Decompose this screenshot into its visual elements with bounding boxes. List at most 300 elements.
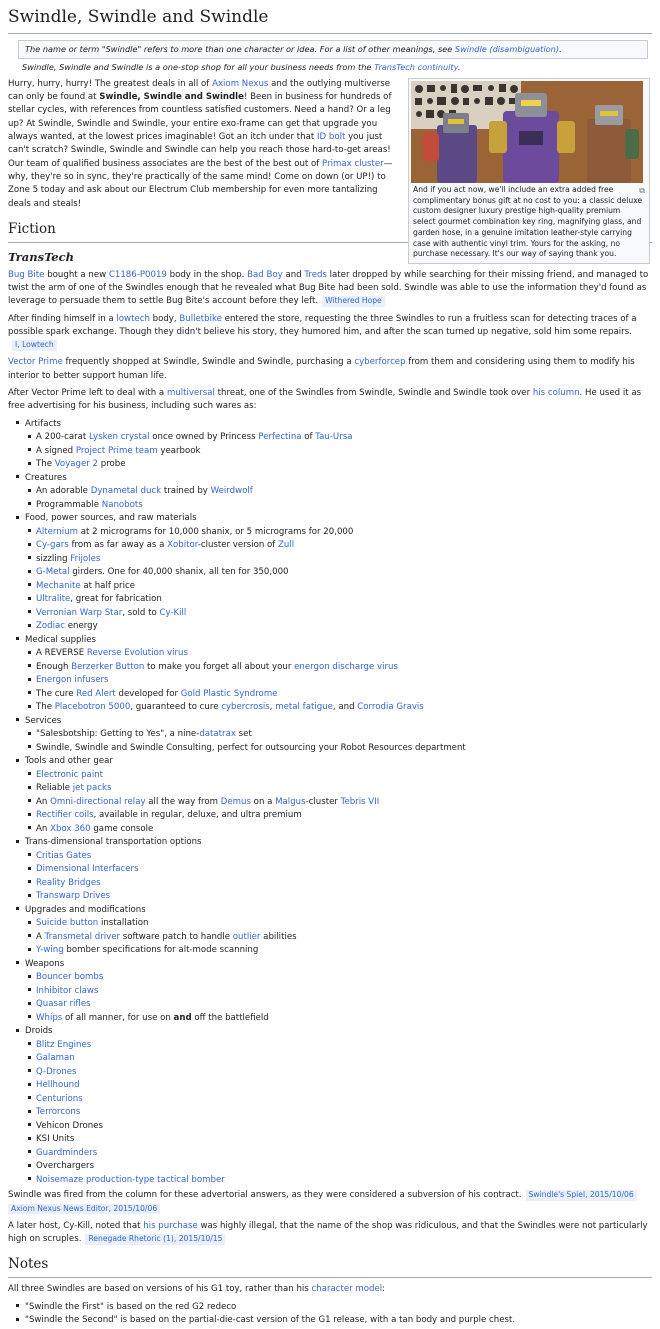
list-item [28,499,652,513]
text: software patch to handle [120,931,233,942]
notes-list [8,1301,652,1328]
bullet-icon [16,1318,19,1321]
enlarge-icon[interactable]: ⧉ [639,185,645,195]
category-label: Trans-dimensional transportation options [25,837,202,848]
text: frequently shopped at Swindle, Swindle and Swindle, purchasing a [62,357,355,368]
link-gold-plastic-syndrome[interactable]: Gold Plastic Syndrome [180,688,278,699]
bullet-icon [16,637,19,640]
bullet-icon [28,1137,31,1140]
link-centurions[interactable]: Centurions [36,1093,83,1104]
link-character-model[interactable]: character model [311,1284,383,1295]
bullet-icon [28,489,31,492]
link-lysken-crystal[interactable]: Lysken crystal [89,432,150,443]
text: After Vector Prime left to deal with a [8,388,167,399]
list-item [28,1106,652,1120]
link-electronic-paint[interactable]: Electronic paint [36,769,104,780]
link-treds[interactable]: Treds [304,269,327,280]
link-primax-cluster[interactable]: Primax cluster [322,158,384,169]
text: Overchargers [36,1161,95,1172]
link-noisemaze-bomber[interactable]: Noisemaze production-type tactical bomber [36,1174,225,1185]
list-item [28,674,652,688]
text: The cure [36,688,77,699]
link-bouncer-bombs[interactable]: Bouncer bombs [36,972,104,983]
link-jet-packs[interactable]: jet packs [72,783,112,794]
text: "Salesbotship: Getting to Yes", a nine- [36,729,200,740]
list-item [28,566,652,580]
wares-list [8,418,652,1188]
article-thumbnail [408,78,650,264]
hatnote-text: The name or term "Swindle" refers to more than one character or idea. For a list of other meanings, see [25,44,455,55]
text: , [269,702,276,713]
list-item [28,931,652,945]
text: probe [98,459,126,470]
text: body, [149,313,180,324]
swindles-image[interactable] [411,81,643,183]
link-his-purchase[interactable]: his purchase [143,1220,198,1231]
link-omni-directional-relay[interactable]: Omni-directional relay [50,796,146,807]
link-dimensional-interfacers[interactable]: Dimensional Interfacers [36,864,139,875]
text: , available in regular, deluxe, and ultra premium [93,810,302,821]
list-item [28,985,652,999]
bullet-icon [28,1164,31,1167]
thumbnail-caption [411,183,647,261]
text: threat, one of the Swindles from Swindle, Swindle and Swindle took over [214,388,533,399]
caption-text: And if you act now, we'll include an extra added free complimentary bonus gift at no cost to you: a classic deluxe custom designer luxury prestige high-quality premium select gourmet combination key ring, magnifying glass, and garden hose, in a genuine imitation leather-style carrying case with authentic vinyl trim. Yours for the asking, no purchase necessary. It's our way of saying thank you. [413,184,643,259]
list-item [28,1160,652,1174]
link-c1186[interactable]: C1186-P0019 [108,269,167,280]
text: once owned by Princess [149,432,259,443]
list-item [28,1052,652,1066]
continuity-link[interactable]: TransTech continuity [374,62,458,73]
list-item [28,445,652,459]
text: sizzling [36,553,71,564]
list-item [28,850,652,864]
text: An [36,823,51,834]
notes-paragraph [8,1283,652,1296]
text: at 2 micrograms for 10,000 shanix, or 5 micrograms for 20,000 [77,526,354,537]
list-item [28,971,652,985]
category-transport [16,836,652,904]
text: set [235,729,252,740]
bullet-icon [28,1056,31,1059]
text: at half price [80,580,135,591]
bullet-icon [28,867,31,870]
citation-i-lowtech[interactable]: I, Lowtech [12,340,57,351]
bullet-icon [28,880,31,883]
fiction-paragraph-6 [8,1220,652,1247]
list-item [28,620,652,634]
bullet-icon [16,907,19,910]
disambiguation-hatnote [18,40,648,59]
category-label: Creatures [25,472,67,483]
category-artifacts [16,418,652,472]
link-multiversal[interactable]: multiversal [166,388,215,399]
list-item [28,890,652,904]
link-inhibitor-claws[interactable]: Inhibitor claws [36,985,99,996]
text: An adorable [36,486,91,497]
text: A [36,931,45,942]
link-weirdwolf[interactable]: Weirdwolf [210,486,253,497]
text: After finding himself in a [8,313,117,324]
link-cybercrosis[interactable]: cybercrosis [221,702,270,713]
bullet-icon [28,583,31,586]
link-verronian-warp-star[interactable]: Verronian Warp Star [36,607,123,618]
text: to make you forget all about your [144,661,295,672]
link-blitz-engines[interactable]: Blitz Engines [36,1039,92,1050]
text: -cluster version of [197,540,279,551]
link-his-column[interactable]: his column [532,388,580,399]
text: , great for fabrication [70,594,162,605]
text: , guaranteed to cure [130,702,222,713]
category-label: Weapons [25,958,65,969]
bullet-icon [28,853,31,856]
link-rectifier-coils[interactable]: Rectifier coils [36,810,94,821]
list-item [28,728,652,742]
text: and the outlying multiverse can only be found at [8,78,391,103]
category-label: Food, power sources, and raw materials [25,513,197,524]
list-item [28,1133,652,1147]
link-tau-ursa[interactable]: Tau-Ursa [315,432,353,443]
text: installation [98,918,149,929]
link-xobitor[interactable]: Xobitor [167,540,198,551]
list-item [28,607,652,621]
bullet-icon [28,1042,31,1045]
text: , and [332,702,358,713]
hatnote-end: . [457,62,461,73]
text: bomber specifications for alt-mode scanning [63,945,259,956]
link-malgus[interactable]: Malgus [275,796,306,807]
text: girders. One for 40,000 shanix, all ten for 350,000 [69,567,289,578]
list-item [28,1039,652,1053]
text: energy [64,621,98,632]
link-xbox-360[interactable]: Xbox 360 [50,823,91,834]
bullet-icon [28,975,31,978]
fiction-paragraph-3 [8,356,652,383]
text: Vehicon Drones [36,1120,103,1131]
list-item [28,796,652,810]
bullet-icon [28,678,31,681]
list-item [28,1079,652,1093]
citation-withered-hope[interactable]: Withered Hope [322,296,385,307]
list-item [28,998,652,1012]
swindles-illustration [411,81,643,183]
text: yearbook [157,445,201,456]
bullet-icon [16,516,19,519]
text: An [36,796,51,807]
list-item [28,553,652,567]
bullet-icon [28,1069,31,1072]
bullet-icon [28,1096,31,1099]
text: , sold to [122,607,160,618]
list-item [28,742,652,756]
bullet-icon [16,421,19,424]
bullet-icon [28,610,31,613]
list-item [28,647,652,661]
bullet-icon [28,826,31,829]
link-ultralite[interactable]: Ultralite [36,594,71,605]
text: Swindle, Swindle and Swindle Consulting, perfect for outsourcing your Robot Resources department [36,742,466,753]
list-item [28,688,652,702]
link-hellhound[interactable]: Hellhound [36,1080,80,1091]
bullet-icon [28,502,31,505]
link-lowtech[interactable]: lowtech [116,313,150,324]
bullet-icon [28,1150,31,1153]
bullet-icon [28,529,31,532]
link-bad-boy[interactable]: Bad Boy [247,269,283,280]
link-zodiac[interactable]: Zodiac [36,621,65,632]
text: later dropped by while searching for their missing friend, and managed to twist the arm of one of the Swindles enough that he revealed what Bug Bite had been sold. Swindle was able to use the information they'd found as leverage to persuade them to settle Bug Bite's account before they left. [8,269,649,307]
citation-swindles-spiel[interactable]: Swindle's Spiel, 2015/10/06 [526,1190,637,1201]
disambiguation-link[interactable]: Swindle (disambiguation) [454,44,560,55]
link-bulletbike[interactable]: Bulletbike [179,313,222,324]
citation-renegade-rhetoric[interactable]: Renegade Rhetoric (1), 2015/10/15 [85,1234,225,1245]
list-item [28,526,652,540]
list-item [28,701,652,715]
text: all the way from [145,796,221,807]
text: : [382,1284,386,1295]
text: "Swindle the First" is based on the red G2 redeco [25,1301,237,1312]
text: The [36,459,55,470]
bullet-icon [28,1177,31,1180]
citation-axiom-nexus-news-editor[interactable]: Axiom Nexus News Editor, 2015/10/06 [8,1204,160,1215]
page-title: Swindle, Swindle and Swindle [8,4,652,34]
text: developed for [115,688,181,699]
category-label: Medical supplies [25,634,97,645]
list-item [28,823,652,837]
link-guardminders[interactable]: Guardminders [36,1147,98,1158]
link-cy-gars[interactable]: Cy-gars [36,540,69,551]
list-item [16,1314,652,1328]
link-reality-bridges[interactable]: Reality Bridges [36,877,101,888]
bullet-icon [28,664,31,667]
bullet-icon [28,543,31,546]
section-notes-heading: Notes [8,1254,652,1278]
text: on a [250,796,276,807]
bullet-icon [28,1015,31,1018]
text: you just can't scratch? Swindle, Swindle and Swindle can help you reach those hard-to-get areas! Our team of qualified business associates are the best of the best out of [8,132,391,169]
continuity-hatnote [8,61,652,74]
bullet-icon [28,462,31,465]
text: Swindle was fired from the column for these advertorial answers, as they were considered a subversion of his contract. [8,1190,522,1201]
text: off the battlefield [191,1012,269,1023]
category-droids [16,1025,652,1187]
bullet-icon [28,1123,31,1126]
text: A 200-carat [36,432,90,443]
bullet-icon [28,921,31,924]
link-energon-discharge-virus[interactable]: energon discharge virus [294,661,398,672]
bullet-icon [28,786,31,789]
text: The [36,702,55,713]
link-project-prime-team[interactable]: Project Prime team [75,445,158,456]
list-item [28,917,652,931]
link-perfectina[interactable]: Perfectina [258,432,302,443]
link-terrorcons[interactable]: Terrorcons [36,1107,81,1118]
text: game console [90,823,154,834]
text: Reliable [36,783,73,794]
link-galaman[interactable]: Galaman [36,1053,75,1064]
bullet-icon [28,934,31,937]
link-dynametal-duck[interactable]: Dynametal duck [90,486,162,497]
link-zull[interactable]: Zull [278,540,295,551]
link-alternium[interactable]: Alternium [36,526,78,537]
list-item [28,1120,652,1134]
link-critias-gates[interactable]: Critias Gates [36,850,92,861]
text: —why, they're so in sync, they're practically of the same mind! Come on down (or UP!) to Zone 5 today and ask about our Electrum Club membership for even more tantalizing deals and steals! [8,158,393,209]
link-berzerker-button[interactable]: Berzerker Button [71,661,145,672]
list-item [28,431,652,445]
list-item [28,661,652,675]
list-item [28,458,652,472]
link-cyberforcep[interactable]: cyberforcep [354,357,406,368]
bullet-icon [16,1304,19,1307]
link-demus[interactable]: Demus [220,796,251,807]
link-datatrax[interactable]: datatrax [199,729,236,740]
link-whips[interactable]: Whips [36,1012,63,1023]
text: of all manner, for use on [62,1012,174,1023]
text: abilities [260,931,297,942]
link-axiom-nexus[interactable]: Axiom Nexus [212,78,269,89]
bullet-icon [28,1002,31,1005]
text: . He used it as free advertising for his business, including such wares as: [8,388,642,412]
text: "Swindle the Second" is based on the partial-die-cast version of the G1 release, with a tan body and purple chest. [25,1315,516,1326]
text: Programmable [36,499,102,510]
category-tools [16,755,652,836]
link-metal-fatigue[interactable]: metal fatigue [275,702,333,713]
bullet-icon [28,1083,31,1086]
link-vector-prime[interactable]: Vector Prime [8,357,63,368]
list-item [28,1012,652,1026]
link-frijoles[interactable]: Frijoles [70,553,101,564]
bullet-icon [28,651,31,654]
bullet-icon [28,799,31,802]
category-creatures [16,472,652,513]
list-item [28,1093,652,1107]
bullet-icon [16,1029,19,1032]
link-g-metal[interactable]: G-Metal [36,567,70,578]
text: A signed [36,445,76,456]
category-label: Services [25,715,62,726]
fiction-paragraph-4 [8,387,652,414]
bullet-icon [16,840,19,843]
category-label: Artifacts [25,418,62,429]
section-fiction-heading: Fiction [8,219,652,243]
link-outlier[interactable]: outlier [232,931,261,942]
bullet-icon [28,948,31,951]
text: A later host, Cy-Kill, noted that [8,1220,144,1231]
category-label: Upgrades and modifications [25,904,146,915]
bullet-icon [28,624,31,627]
category-label: Tools and other gear [25,756,113,767]
list-item [28,877,652,891]
link-corrodia-gravis[interactable]: Corrodia Gravis [357,702,424,713]
text: -cluster [305,796,341,807]
bullet-icon [28,772,31,775]
list-item [28,863,652,877]
hatnote-end: . [559,44,562,55]
bold-text: and [173,1012,192,1023]
text: from as far away as a [68,540,168,551]
link-suicide-button[interactable]: Suicide button [36,918,99,929]
text: Hurry, hurry, hurry! The greatest deals in all of [8,78,213,89]
bullet-icon [28,435,31,438]
category-services [16,715,652,756]
list-item [28,1066,652,1080]
link-transwarp-drives[interactable]: Transwarp Drives [36,891,111,902]
list-item [28,1174,652,1188]
bullet-icon [28,556,31,559]
bullet-icon [28,597,31,600]
link-q-drones[interactable]: Q-Drones [36,1066,77,1077]
bullet-icon [16,718,19,721]
link-voyager-2[interactable]: Voyager 2 [54,459,99,470]
list-item [16,1301,652,1315]
link-mechanite[interactable]: Mechanite [36,580,81,591]
text: entered the store, requesting the three Swindles to run a fruitless scan for detecting traces of a possible spark exchange. Though they didn't believe his story, they humored him, and after the scan turned up negative, sold him some repairs. [8,313,637,337]
list-item [28,1147,652,1161]
link-bug-bite[interactable]: Bug Bite [8,269,45,280]
link-transmetal-driver[interactable]: Transmetal driver [44,931,121,942]
bullet-icon [28,570,31,573]
text: trained by [161,486,211,497]
link-placebotron-5000[interactable]: Placebotron 5000 [54,702,131,713]
text: ! Been in business for hundreds of stellar cycles, with references from countless satisfied customers. Need a hand? Or a leg up? At Swindle, Swindle and Swindle, your entire exo-frame can get that upgrade you always wanted, at the lowest prices imaginable! Got an itch under that [8,92,392,142]
category-food [16,512,652,634]
fiction-paragraph-2 [8,313,652,353]
bullet-icon [28,894,31,897]
hatnote-text: Swindle, Swindle and Swindle is a one-stop shop for all your business needs from the [22,62,375,73]
text: body in the shop. [166,269,248,280]
category-medical [16,634,652,715]
text: A REVERSE [36,648,87,659]
text: Enough [36,661,72,672]
text: and [282,269,305,280]
bullet-icon [28,745,31,748]
fiction-paragraph-5 [8,1189,652,1216]
link-id-bolt[interactable]: ID bolt [317,132,346,142]
bullet-icon [16,759,19,762]
list-item [28,782,652,796]
link-energon-infusers[interactable]: Energon infusers [36,675,109,686]
bullet-icon [28,1110,31,1113]
list-item [28,539,652,553]
list-item [28,593,652,607]
link-quasar-rifles[interactable]: Quasar rifles [36,999,91,1010]
link-reverse-evolution-virus[interactable]: Reverse Evolution virus [86,648,188,659]
link-tebris-vii[interactable]: Tebris VII [340,796,380,807]
list-item [28,769,652,783]
text: All three Swindles are based on versions of his G1 toy, rather than his [8,1284,312,1295]
text: from them and considering using them to modify his interior to better support human life. [8,357,635,381]
category-label: Droids [25,1026,53,1037]
bullet-icon [16,961,19,964]
category-upgrades [16,904,652,958]
link-y-wing[interactable]: Y-wing [36,945,64,956]
subsection-transtech-heading: TransTech [8,249,74,264]
bullet-icon [28,988,31,991]
bullet-icon [28,691,31,694]
link-cy-kill[interactable]: Cy-Kill [159,607,187,618]
list-item [28,944,652,958]
bullet-icon [28,732,31,735]
bullet-icon [28,813,31,816]
list-item [28,580,652,594]
link-red-alert[interactable]: Red Alert [76,688,116,699]
category-weapons [16,958,652,1026]
text: bought a new [44,269,109,280]
list-item [28,485,652,499]
bullet-icon [16,475,19,478]
link-nanobots[interactable]: Nanobots [101,499,143,510]
